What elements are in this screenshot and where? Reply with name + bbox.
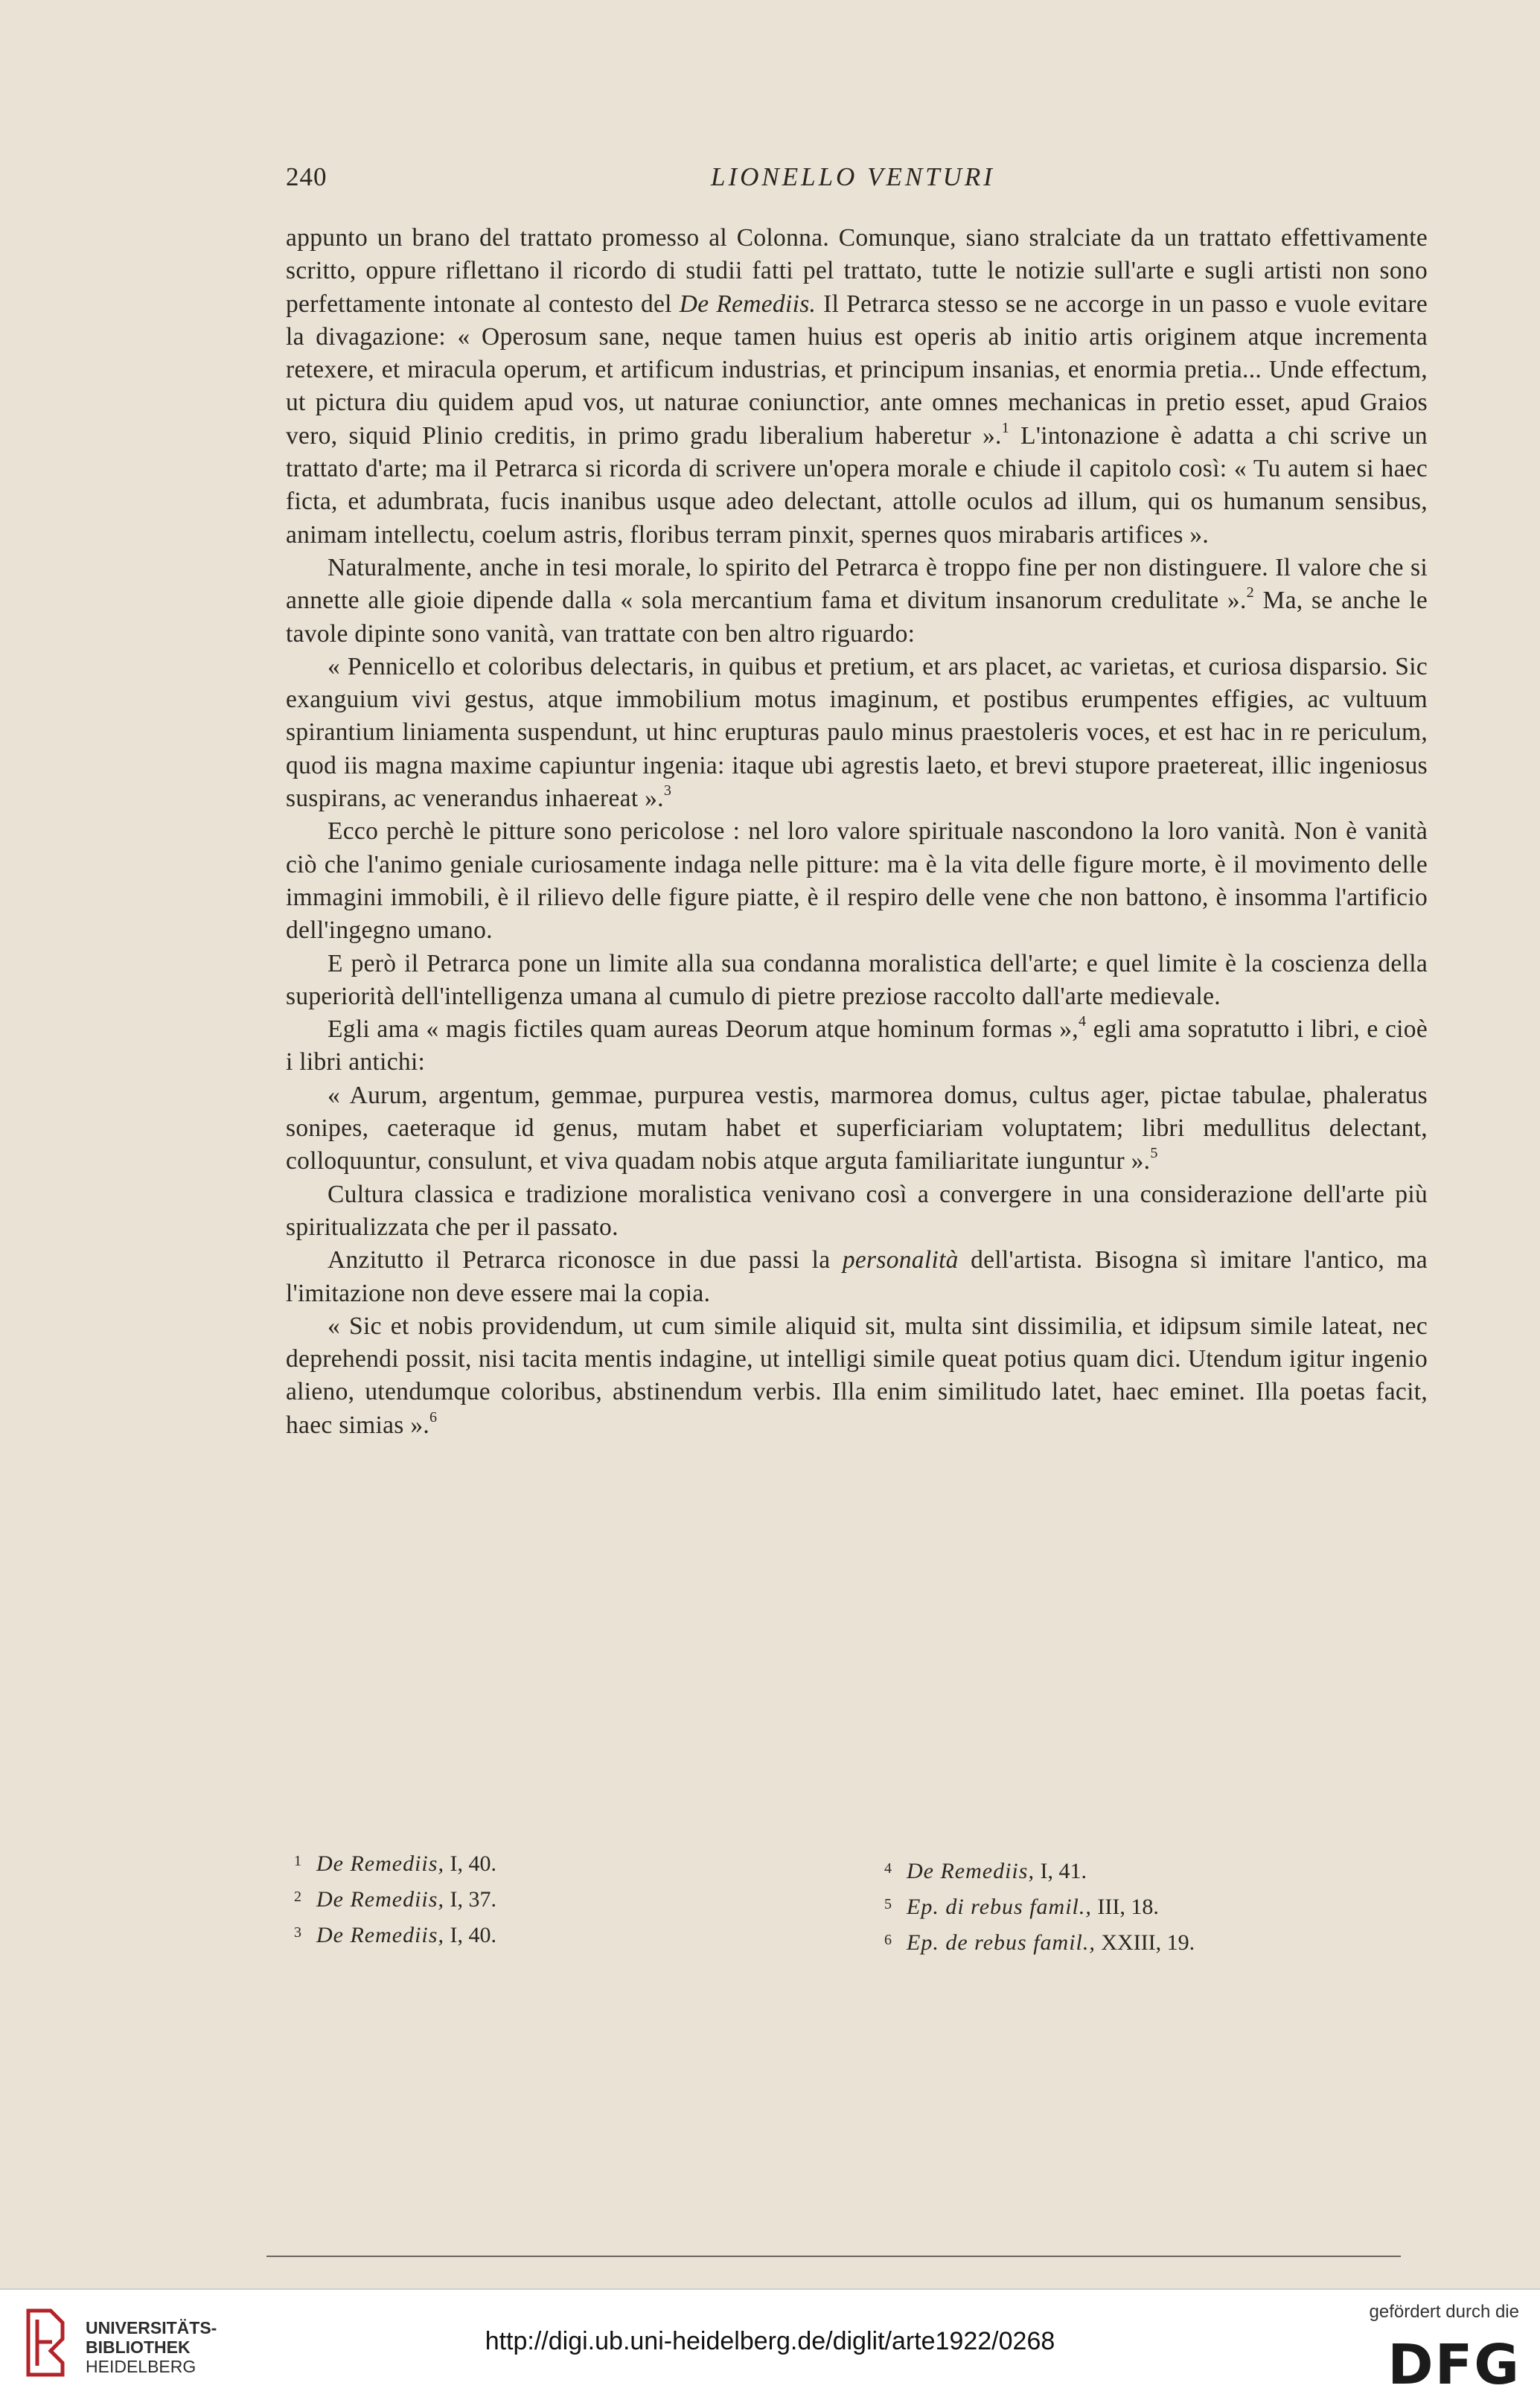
paragraph-6: Cultura classica e tradizione moralistica venivano così a convergere in una considerazione dell'arte più spiritualizzata che per il passato. xyxy=(286,1180,1428,1241)
footnote-ref-5: 5 xyxy=(1150,1145,1158,1162)
viewer-footer xyxy=(0,2288,1540,2400)
quote-2: « Aurum, argentum, gemmae, purpurea vestis, marmorea domus, cultus ager, pictae tabulae, phaleratus sonipes, caeteraque id genus, mutam habet et superficiariam voluptatem; libri medullitus delectant, colloquuntur, consulunt, et viva quadam nobis atque arguta familiaritate iunguntur ».$^5$ xyxy=(286,1081,1428,1175)
footnote-1: 1 De Remediis, I, 40. xyxy=(294,1851,496,1876)
paragraph-4: E però il Petrarca pone un limite alla sua condanna moralistica dell'arte; e quel limite è la coscienza della superiorità dell'intelligenza umana al cumulo di pietre preziose raccolto dall'arte medievale. xyxy=(286,949,1428,1010)
footnote-ref-6: 6 xyxy=(429,1408,438,1426)
paragraph-5: Egli ama « magis fictiles quam aureas Deorum atque hominum formas »,$^4$ egli ama sopratutto i libri, e cioè i libri antichi: xyxy=(286,1013,1428,1076)
footnote-rule xyxy=(266,2256,1401,2257)
footnotes-left xyxy=(294,1845,496,1952)
quote-3: « Sic et nobis providendum, ut cum simile aliquid sit, multa sint dissimilia, et idipsum simile lateat, nec deprehendi possit, nisi tacita mentis indagine, ut intelligi simile queat potius quam dici. Utendum igitur ingenio alieno, utendumque coloribus, abstinendum verbis. Illa enim similitudo latet, haec eminet. Illa poetas facit, haec simias ».$^6$ xyxy=(286,1312,1428,1439)
paragraph-2: Naturalmente, anche in tesi morale, lo spirito del Petrarca è troppo fine per non distinguere. Il valore che si annette alle gioie dipende dalla « sola mercantium fama et divitum insanorum credulitate ».$^2$ Ma, se anche le tavole dipinte sono vanità, van trattate con ben altro riguardo: xyxy=(286,553,1428,648)
footnote-3: 3 De Remediis, I, 40. xyxy=(294,1923,496,1947)
footnote-ref-4: 4 xyxy=(1078,1013,1087,1030)
footnote-2: 2 De Remediis, I, 37. xyxy=(294,1887,496,1912)
footnote-5: 5 Ep. di rebus famil., III, 18. xyxy=(884,1895,1159,1919)
running-title: LIONELLO VENTURI xyxy=(711,162,995,191)
footnotes-right xyxy=(884,1852,1195,1959)
page-number: 240 xyxy=(286,162,328,191)
footnote-6: 6 Ep. de rebus famil., XXIII, 19. xyxy=(884,1930,1195,1955)
dfg-logo[interactable]: DFG xyxy=(1387,2333,1521,2397)
footnote-ref-1: 1 xyxy=(1001,419,1010,436)
paragraph-3: Ecco perchè le pitture sono pericolose : nel loro valore spirituale nascondono la loro vanità. Non è vanità ciò che l'animo geniale curiosamente indaga nelle pitture: ma è la vita delle figure morte, è il movimento delle immagini immobili, è il rilievo delle figure piatte, è il respiro delle vene che non battono, è insomma l'artificio dell'ingegno umano. xyxy=(286,817,1428,945)
library-name: UNIVERSITÄTS- BIBLIOTHEK HEIDELBERG xyxy=(86,2318,217,2376)
body-text xyxy=(286,222,1428,1442)
footnote-ref-2: 2 xyxy=(1246,584,1254,601)
paragraph-7: Anzitutto il Petrarca riconosce in due passi la personalità dell'artista. Bisogna sì imitare l'antico, ma l'imitazione non deve essere mai la copia. xyxy=(286,1246,1428,1307)
quote-1: « Pennicello et coloribus delectaris, in quibus et pretium, et ars placet, ac varietas, et curiosa disparsio. Sic exanguium vivi gestus, atque immobilium motus imaginum, et postibus erumpentes effigies, ac vultuum spirantium liniamenta suspendunt, ut hinc erupturas paulo minus praestoleris voces, et est hac in re periculum, quod iis magna maxime capiuntur ingenia: itaque ubi agrestis laeto, et brevi stupore praetereat, illic ingeniosus suspirans, ac venerandus inhaereat ».$^3$ xyxy=(286,652,1428,813)
paragraph-1: appunto un brano del trattato promesso al Colonna. Comunque, siano stralciate da un trattato effettivamente scritto, oppure riflettano il ricordo di studii fatti pel trattato, tutte le notizie sull'arte e sugli artisti non sono perfettamente intonate al contesto del De Remediis. Il Petrarca stesso se ne accorge in un passo e vuole evitare la divagazione: « Operosum sane, neque tamen huius est operis ab initio artis originem atque incrementa retexere, et miracula operum, et artificum industrias, et principum insanias, et enormia pretia... Unde effectum, ut pictura diu quidem apud vos, ut naturae coniunctior, ante omnes mechanicas in pretio esset, apud Graios vero, siquid Plinio creditis, in primo gradu liberalium haberetur ».$^1$ L'intonazione è adatta a chi scrive un trattato d'arte; ma il Petrarca si ricorda di scrivere un'opera morale e chiude il capitolo così: « Tu autem si haec ficta, et adumbrata, fucis inanibus usque adeo delectant, attolle oculos ad illum, qui os humanum sensibus, animam intellectu, coelum astris, floribus terram pinxit, spernes quos mirabaris artifices ». xyxy=(286,224,1428,549)
footnote-ref-3: 3 xyxy=(663,782,672,799)
footnote-4: 4 De Remediis, I, 41. xyxy=(884,1859,1087,1883)
funding-note: gefördert durch die xyxy=(1369,2302,1519,2322)
permalink-url[interactable]: http://digi.ub.uni-heidelberg.de/diglit/arte1922/0268 xyxy=(485,2327,1055,2355)
